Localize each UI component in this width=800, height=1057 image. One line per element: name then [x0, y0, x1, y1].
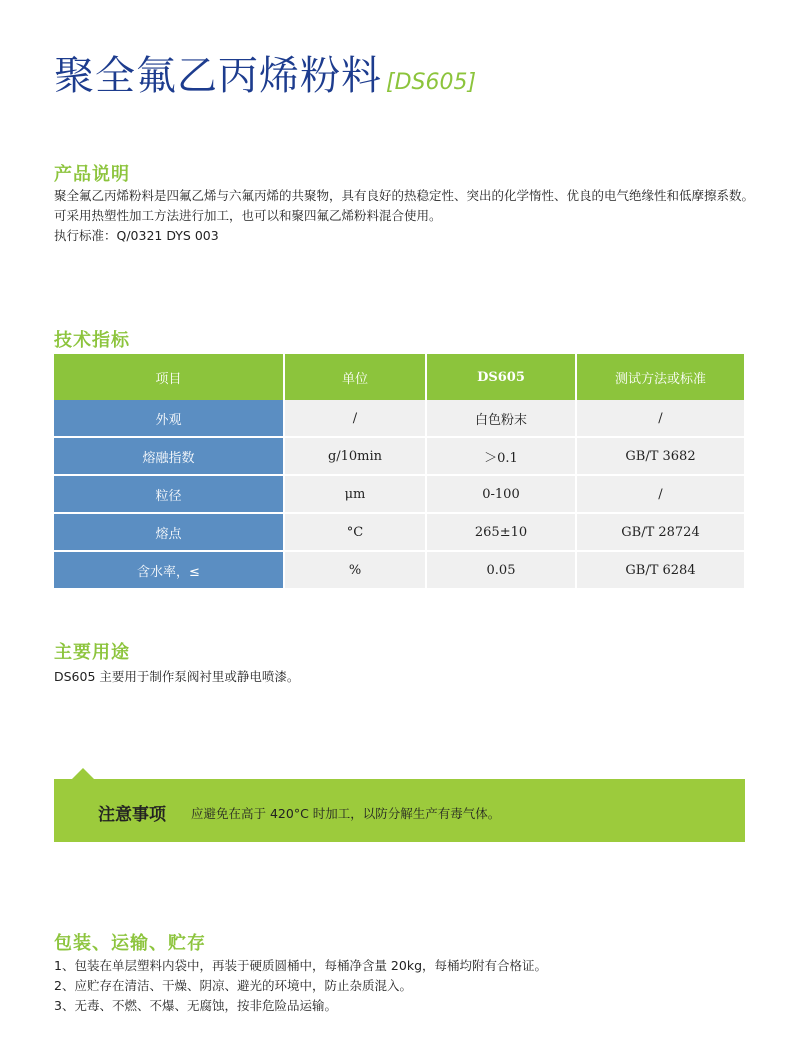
cell-value: ＞0.1 [426, 437, 576, 475]
row-label: 熔点 [54, 513, 284, 551]
cell-value: 0-100 [426, 475, 576, 513]
row-label: 含水率，≤ [54, 551, 284, 589]
notice-banner [54, 779, 745, 842]
list-item: 3、无毒、不燃、不爆、无腐蚀，按非危险品运输。 [54, 998, 337, 1013]
cell-method: / [576, 400, 744, 437]
cell-method: GB/T 6284 [576, 551, 744, 589]
cell-unit: g/10min [284, 437, 426, 475]
product-name: 聚全氟乙丙烯粉料 [54, 53, 382, 99]
column-header-item: 项目 [54, 354, 284, 400]
table-row [54, 437, 744, 475]
section-heading-usage: 主要用途 [54, 642, 130, 663]
notice-heading: 注意事项 [98, 805, 166, 825]
cell-unit: % [284, 551, 426, 589]
cell-unit: μm [284, 475, 426, 513]
notice-pointer [72, 768, 94, 779]
table-header-row [54, 354, 744, 400]
packaging-list [54, 956, 547, 1016]
notice-text: 应避免在高于 420°C 时加工，以防分解生产有毒气体。 [191, 806, 501, 821]
column-header-product: DS605 [426, 354, 576, 400]
cell-unit: / [284, 400, 426, 437]
usage-text: DS605 主要用于制作泵阀衬里或静电喷漆。 [54, 669, 300, 684]
row-label: 熔融指数 [54, 437, 284, 475]
list-item: 1、包装在单层塑料内袋中，再装于硬质圆桶中，每桶净含量 20kg，每桶均附有合格证。 [54, 958, 548, 973]
table-row [54, 400, 744, 437]
cell-method: / [576, 475, 744, 513]
row-label: 外观 [54, 400, 284, 437]
page-title [54, 44, 476, 101]
description-line: 可采用热塑性加工方法进行加工，也可以和聚四氟乙烯粉料混合使用。 [54, 208, 442, 223]
product-code: [DS605] [386, 70, 477, 95]
column-header-unit: 单位 [284, 354, 426, 400]
column-header-method: 测试方法或标准 [576, 354, 744, 400]
cell-value: 白色粉末 [426, 400, 576, 437]
row-label: 粒径 [54, 475, 284, 513]
standard-line: 执行标准：Q/0321 DYS 003 [54, 228, 219, 243]
table-row [54, 551, 744, 589]
section-heading-description: 产品说明 [54, 164, 130, 185]
cell-method: GB/T 3682 [576, 437, 744, 475]
table-row [54, 475, 744, 513]
section-heading-packaging: 包装、运输、贮存 [54, 933, 206, 954]
description-text [54, 186, 754, 246]
spec-table [54, 354, 744, 590]
section-heading-specs: 技术指标 [54, 330, 130, 351]
cell-value: 0.05 [426, 551, 576, 589]
cell-method: GB/T 28724 [576, 513, 744, 551]
table-row [54, 513, 744, 551]
description-line: 聚全氟乙丙烯粉料是四氟乙烯与六氟丙烯的共聚物，具有良好的热稳定性、突出的化学惰性、优良的电气绝缘性和低摩擦系数。 [54, 188, 755, 203]
cell-value: 265±10 [426, 513, 576, 551]
list-item: 2、应贮存在清洁、干燥、阴凉、避光的环境中，防止杂质混入。 [54, 978, 412, 993]
cell-unit: °C [284, 513, 426, 551]
